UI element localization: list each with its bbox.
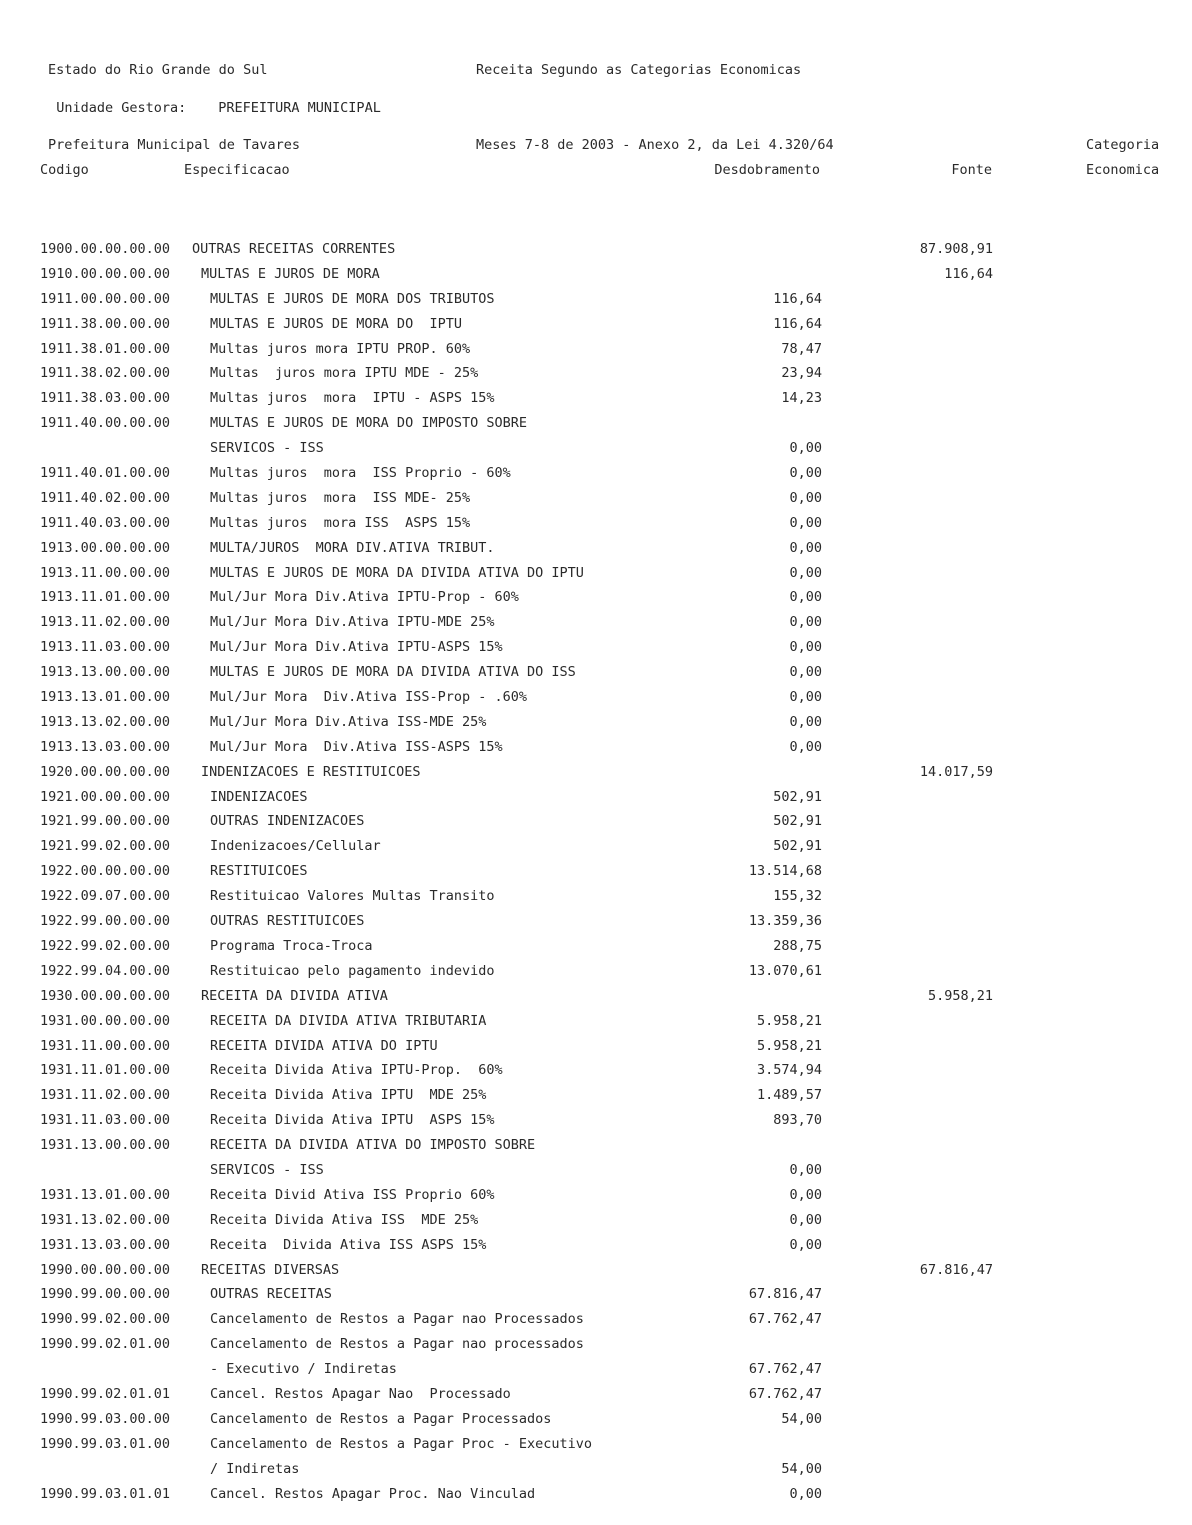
- account-specification: OUTRAS RECEITAS CORRENTES: [192, 241, 396, 257]
- table-row: [0, 785, 1192, 810]
- account-specification: Cancelamento de Restos a Pagar Processados: [210, 1410, 552, 1427]
- account-specification: Receita Divida Ativa ISS MDE 25%: [210, 1211, 479, 1228]
- breakdown-value: 0,00: [789, 489, 822, 506]
- account-code: 1913.00.00.00.00: [40, 539, 171, 556]
- municipality-name: Prefeitura Municipal de Tavares: [48, 137, 300, 153]
- table-row: [0, 710, 1192, 735]
- account-specification: OUTRAS RESTITUICOES: [210, 913, 365, 930]
- account-code: 1913.13.02.00.00: [40, 713, 171, 730]
- table-row: [0, 1282, 1192, 1307]
- account-specification: Mul/Jur Mora Div.Ativa IPTU-ASPS 15%: [210, 639, 503, 656]
- account-code: 1900.00.00.00.00: [40, 241, 171, 257]
- table-row: [0, 1258, 1192, 1283]
- account-code: 1920.00.00.00.00: [40, 763, 171, 780]
- account-specification: Cancel. Restos Apagar Proc. Nao Vinculad: [210, 1485, 536, 1502]
- table-row: [0, 1357, 1192, 1382]
- account-code: 1913.13.03.00.00: [40, 738, 171, 755]
- table-row: [0, 1133, 1192, 1158]
- account-code: 1931.11.01.00.00: [40, 1062, 171, 1079]
- account-specification: MULTAS E JUROS DE MORA DO IPTU: [210, 315, 462, 332]
- breakdown-value: 0,00: [789, 564, 822, 581]
- account-code: 1911.40.02.00.00: [40, 489, 171, 506]
- account-code: 1990.99.02.01.00: [40, 1336, 171, 1353]
- account-specification: Receita Divida Ativa IPTU ASPS 15%: [210, 1112, 495, 1129]
- breakdown-value: 893,70: [773, 1112, 822, 1129]
- account-code: 1913.13.01.00.00: [40, 689, 171, 706]
- breakdown-value: 78,47: [781, 340, 822, 357]
- account-specification: MULTAS E JUROS DE MORA DA DIVIDA ATIVA DO ISS: [210, 664, 576, 681]
- account-code: 1921.99.02.00.00: [40, 838, 171, 855]
- column-header-specification: Especificacao: [184, 162, 290, 178]
- table-row: [0, 1382, 1192, 1407]
- table-row: [0, 984, 1192, 1009]
- source-value: 116,64: [944, 265, 993, 282]
- account-specification: Programa Troca-Troca: [210, 937, 373, 954]
- table-row: [0, 959, 1192, 984]
- account-specification: OUTRAS INDENIZACOES: [210, 813, 365, 830]
- account-code: 1913.11.03.00.00: [40, 639, 171, 656]
- column-header-breakdown: Desdobramento: [714, 162, 820, 178]
- account-code: 1913.11.02.00.00: [40, 614, 171, 631]
- management-unit: [40, 84, 381, 116]
- account-specification: Multas juros mora ISS Proprio - 60%: [210, 465, 511, 482]
- table-row: [0, 884, 1192, 909]
- account-specification: - Executivo / Indiretas: [210, 1361, 397, 1378]
- revenue-table: [0, 237, 1192, 1506]
- account-code: 1990.99.03.01.01: [40, 1485, 171, 1502]
- breakdown-value: 67.762,47: [748, 1311, 822, 1328]
- table-row: [0, 1233, 1192, 1258]
- source-value: 14.017,59: [919, 763, 993, 780]
- account-code: 1931.00.00.00.00: [40, 1012, 171, 1029]
- breakdown-value: 0,00: [789, 1211, 822, 1228]
- breakdown-value: 0,00: [789, 465, 822, 482]
- account-specification: SERVICOS - ISS: [210, 440, 324, 457]
- breakdown-value: 0,00: [789, 514, 822, 531]
- table-row: [0, 1083, 1192, 1108]
- account-specification: RECEITA DIVIDA ATIVA DO IPTU: [210, 1037, 438, 1054]
- table-row: [0, 436, 1192, 461]
- table-row: [0, 287, 1192, 312]
- account-specification: MULTAS E JUROS DE MORA: [201, 265, 380, 282]
- account-code: 1913.11.00.00.00: [40, 564, 171, 581]
- account-specification: Cancelamento de Restos a Pagar Proc - Executivo: [210, 1435, 593, 1452]
- account-specification: INDENIZACOES: [210, 788, 308, 805]
- account-code: 1990.99.00.00.00: [40, 1286, 171, 1303]
- breakdown-value: 116,64: [773, 315, 822, 332]
- account-specification: Restituicao Valores Multas Transito: [210, 888, 495, 905]
- table-row: [0, 1208, 1192, 1233]
- account-specification: MULTA/JUROS MORA DIV.ATIVA TRIBUT.: [210, 539, 495, 556]
- table-row: [0, 934, 1192, 959]
- breakdown-value: 502,91: [773, 838, 822, 855]
- account-code: 1911.38.03.00.00: [40, 390, 171, 407]
- account-specification: Mul/Jur Mora Div.Ativa ISS-Prop - .60%: [210, 689, 527, 706]
- breakdown-value: 54,00: [781, 1410, 822, 1427]
- breakdown-value: 67.762,47: [748, 1361, 822, 1378]
- breakdown-value: 3.574,94: [756, 1062, 822, 1079]
- table-row: [0, 859, 1192, 884]
- account-specification: INDENIZACOES E RESTITUICOES: [201, 763, 421, 780]
- account-specification: Mul/Jur Mora Div.Ativa IPTU-MDE 25%: [210, 614, 495, 631]
- account-code: 1931.11.02.00.00: [40, 1087, 171, 1104]
- table-row: [0, 1307, 1192, 1332]
- table-row: [0, 486, 1192, 511]
- source-value: 5.958,21: [927, 987, 993, 1004]
- breakdown-value: 13.359,36: [748, 913, 822, 930]
- account-code: 1911.38.00.00.00: [40, 315, 171, 332]
- account-specification: RESTITUICOES: [210, 863, 308, 880]
- account-specification: OUTRAS RECEITAS: [210, 1286, 332, 1303]
- breakdown-value: 116,64: [773, 290, 822, 307]
- table-row: [0, 1183, 1192, 1208]
- account-specification: Mul/Jur Mora Div.Ativa ISS-MDE 25%: [210, 713, 487, 730]
- account-code: 1913.11.01.00.00: [40, 589, 171, 606]
- breakdown-value: 13.514,68: [748, 863, 822, 880]
- column-header-category-line1: Categoria: [1086, 137, 1160, 153]
- breakdown-value: 502,91: [773, 813, 822, 830]
- account-code: 1911.38.02.00.00: [40, 365, 171, 382]
- breakdown-value: 5.958,21: [756, 1037, 822, 1054]
- table-row: [0, 237, 1192, 262]
- breakdown-value: 0,00: [789, 689, 822, 706]
- account-code: 1922.99.00.00.00: [40, 913, 171, 930]
- account-specification: RECEITA DA DIVIDA ATIVA: [201, 987, 388, 1004]
- breakdown-value: 13.070,61: [748, 962, 822, 979]
- table-row: [0, 685, 1192, 710]
- breakdown-value: 0,00: [789, 1485, 822, 1502]
- account-code: 1910.00.00.00.00: [40, 265, 171, 282]
- breakdown-value: 0,00: [789, 539, 822, 556]
- account-specification: / Indiretas: [210, 1460, 300, 1477]
- breakdown-value: 0,00: [789, 639, 822, 656]
- account-specification: RECEITA DA DIVIDA ATIVA DO IMPOSTO SOBRE: [210, 1137, 536, 1154]
- account-specification: Multas juros mora IPTU PROP. 60%: [210, 340, 471, 357]
- breakdown-value: 54,00: [781, 1460, 822, 1477]
- breakdown-value: 0,00: [789, 440, 822, 457]
- account-specification: Multas juros mora IPTU MDE - 25%: [210, 365, 479, 382]
- account-specification: Multas juros mora ISS ASPS 15%: [210, 514, 471, 531]
- account-specification: MULTAS E JUROS DE MORA DA DIVIDA ATIVA DO IPTU: [210, 564, 584, 581]
- table-row: [0, 511, 1192, 536]
- source-value: 67.816,47: [919, 1261, 993, 1278]
- account-specification: Mul/Jur Mora Div.Ativa ISS-ASPS 15%: [210, 738, 503, 755]
- account-code: 1931.11.03.00.00: [40, 1112, 171, 1129]
- account-code: 1911.40.00.00.00: [40, 415, 171, 432]
- state-name: Estado do Rio Grande do Sul: [48, 62, 268, 78]
- table-row: [0, 809, 1192, 834]
- account-code: 1922.00.00.00.00: [40, 863, 171, 880]
- account-specification: Cancelamento de Restos a Pagar nao Processados: [210, 1311, 584, 1328]
- account-code: 1931.11.00.00.00: [40, 1037, 171, 1054]
- breakdown-value: 1.489,57: [756, 1087, 822, 1104]
- account-code: 1930.00.00.00.00: [40, 987, 171, 1004]
- account-code: 1922.99.04.00.00: [40, 962, 171, 979]
- breakdown-value: 5.958,21: [756, 1012, 822, 1029]
- table-row: [0, 312, 1192, 337]
- table-row: [0, 386, 1192, 411]
- breakdown-value: 67.816,47: [748, 1286, 822, 1303]
- breakdown-value: 0,00: [789, 713, 822, 730]
- account-code: 1911.38.01.00.00: [40, 340, 171, 357]
- table-row: [0, 1158, 1192, 1183]
- table-row: [0, 1432, 1192, 1457]
- table-row: [0, 536, 1192, 561]
- account-code: 1990.99.03.00.00: [40, 1410, 171, 1427]
- account-specification: Receita Divida Ativa ISS ASPS 15%: [210, 1236, 487, 1253]
- table-row: [0, 660, 1192, 685]
- account-specification: SERVICOS - ISS: [210, 1161, 324, 1178]
- column-header-code: Codigo: [40, 162, 89, 178]
- report-header-right: [476, 8, 834, 183]
- table-row: [0, 361, 1192, 386]
- account-specification: Mul/Jur Mora Div.Ativa IPTU-Prop - 60%: [210, 589, 519, 606]
- account-code: 1922.09.07.00.00: [40, 888, 171, 905]
- account-code: 1990.00.00.00.00: [40, 1261, 171, 1278]
- source-value: 87.908,91: [919, 241, 993, 257]
- table-row: [0, 610, 1192, 635]
- account-specification: MULTAS E JUROS DE MORA DO IMPOSTO SOBRE: [210, 415, 527, 432]
- breakdown-value: 502,91: [773, 788, 822, 805]
- account-specification: RECEITAS DIVERSAS: [201, 1261, 340, 1278]
- breakdown-value: 0,00: [789, 614, 822, 631]
- table-row: [0, 461, 1192, 486]
- column-header-category-line2: Economica: [1086, 162, 1160, 178]
- account-code: 1931.13.00.00.00: [40, 1137, 171, 1154]
- table-row: [0, 735, 1192, 760]
- account-code: 1911.40.03.00.00: [40, 514, 171, 531]
- account-code: 1913.13.00.00.00: [40, 664, 171, 681]
- account-specification: Multas juros mora IPTU - ASPS 15%: [210, 390, 495, 407]
- breakdown-value: 0,00: [789, 1161, 822, 1178]
- table-row: [0, 1034, 1192, 1059]
- account-specification: Receita Divida Ativa IPTU MDE 25%: [210, 1087, 487, 1104]
- account-code: 1921.99.00.00.00: [40, 813, 171, 830]
- account-code: 1990.99.02.00.00: [40, 1311, 171, 1328]
- account-specification: Cancel. Restos Apagar Nao Processado: [210, 1385, 511, 1402]
- breakdown-value: 0,00: [789, 1186, 822, 1203]
- table-row: [0, 1108, 1192, 1133]
- breakdown-value: 288,75: [773, 937, 822, 954]
- account-code: 1911.40.01.00.00: [40, 465, 171, 482]
- column-header-source: Fonte: [951, 162, 992, 178]
- table-row: [0, 1058, 1192, 1083]
- account-specification: Receita Divid Ativa ISS Proprio 60%: [210, 1186, 495, 1203]
- account-code: 1931.13.02.00.00: [40, 1211, 171, 1228]
- account-code: 1931.13.03.00.00: [40, 1236, 171, 1253]
- table-row: [0, 1482, 1192, 1507]
- breakdown-value: 67.762,47: [748, 1385, 822, 1402]
- table-row: [0, 1332, 1192, 1357]
- breakdown-value: 23,94: [781, 365, 822, 382]
- account-specification: MULTAS E JUROS DE MORA DOS TRIBUTOS: [210, 290, 495, 307]
- account-code: 1990.99.03.01.00: [40, 1435, 171, 1452]
- account-specification: RECEITA DA DIVIDA ATIVA TRIBUTARIA: [210, 1012, 487, 1029]
- account-code: 1990.99.02.01.01: [40, 1385, 171, 1402]
- account-specification: Cancelamento de Restos a Pagar nao processados: [210, 1336, 584, 1353]
- table-row: [0, 834, 1192, 859]
- account-specification: Multas juros mora ISS MDE- 25%: [210, 489, 471, 506]
- account-code: 1921.00.00.00.00: [40, 788, 171, 805]
- account-specification: Restituicao pelo pagamento indevido: [210, 962, 495, 979]
- table-row: [0, 1457, 1192, 1482]
- breakdown-value: 14,23: [781, 390, 822, 407]
- account-code: 1911.00.00.00.00: [40, 290, 171, 307]
- table-row: [0, 1407, 1192, 1432]
- report-period: Meses 7-8 de 2003 - Anexo 2, da Lei 4.320/64: [476, 137, 834, 153]
- table-row: [0, 1009, 1192, 1034]
- management-unit-value: PREFEITURA MUNICIPAL: [218, 100, 381, 116]
- table-row: [0, 411, 1192, 436]
- breakdown-value: 0,00: [789, 738, 822, 755]
- table-row: [0, 585, 1192, 610]
- table-row: [0, 561, 1192, 586]
- report-title: Receita Segundo as Categorias Economicas: [476, 62, 802, 78]
- table-row: [0, 262, 1192, 287]
- management-unit-label: Unidade Gestora:: [56, 100, 187, 116]
- breakdown-value: 0,00: [789, 664, 822, 681]
- account-code: 1931.13.01.00.00: [40, 1186, 171, 1203]
- account-code: 1922.99.02.00.00: [40, 937, 171, 954]
- breakdown-value: 0,00: [789, 1236, 822, 1253]
- account-specification: Indenizacoes/Cellular: [210, 838, 381, 855]
- account-specification: Receita Divida Ativa IPTU-Prop. 60%: [210, 1062, 503, 1079]
- breakdown-value: 155,32: [773, 888, 822, 905]
- table-row: [0, 635, 1192, 660]
- table-row: [0, 909, 1192, 934]
- table-row: [0, 760, 1192, 785]
- breakdown-value: 0,00: [789, 589, 822, 606]
- table-row: [0, 337, 1192, 362]
